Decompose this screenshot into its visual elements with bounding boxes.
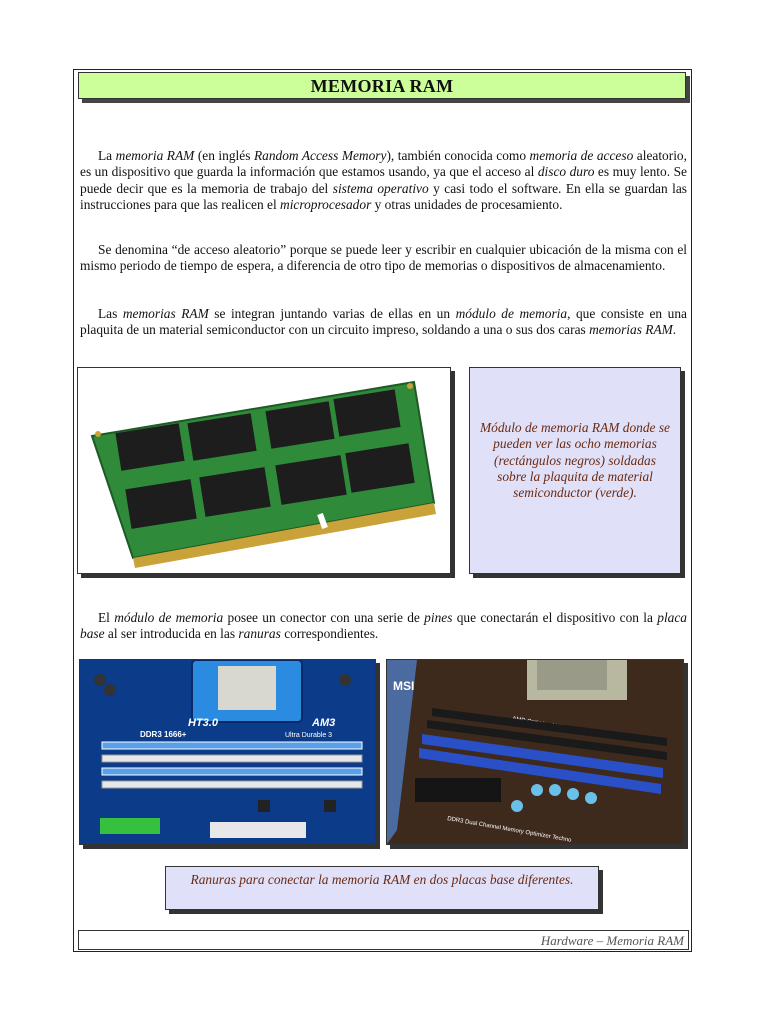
emphasis: sistema operativo [332, 180, 429, 196]
text: y otras unidades de procesamiento. [371, 196, 563, 212]
text: aleatorio, es un dispositivo que guarda la información que estamos usando, ya que el acceso al [80, 148, 687, 180]
page-title: MEMORIA RAM [78, 72, 686, 99]
emphasis: módulo de memoria [114, 610, 224, 625]
brand-label: MSI [393, 679, 415, 693]
emphasis: microprocesador [280, 196, 372, 212]
text: posee un conector con una serie de [223, 610, 425, 625]
motherboard-right-illustration [387, 660, 683, 844]
motherboard-image-left [79, 659, 376, 845]
ram-module-image [77, 367, 451, 574]
emphasis: placa base [80, 610, 687, 642]
ddr-label: DDR3 1666+ [140, 730, 187, 739]
slots-caption: Ranuras para conectar la memoria RAM en dos placas base diferentes. [165, 866, 599, 910]
ht-label: HT3.0 [188, 717, 218, 729]
emphasis: módulo de memoria [455, 306, 568, 321]
ram-module-illustration [78, 368, 450, 573]
emphasis: memoria RAM [115, 148, 195, 163]
motherboard-image-right [386, 659, 684, 845]
emphasis: ranuras [238, 626, 281, 642]
paragraph-memory-module [80, 306, 687, 339]
text: , que consiste en una plaquita de un material semiconductor con un circuito impreso, soldando a una o sus dos caras [80, 306, 687, 338]
emphasis: memoria de acceso [529, 148, 634, 163]
text: Las [98, 306, 123, 321]
text: El [98, 610, 115, 625]
text: se integran juntando varias de ellas en un [208, 306, 456, 321]
emphasis: disco duro [537, 164, 595, 180]
durable-label: Ultra Durable 3 [285, 732, 333, 739]
emphasis: pines [424, 610, 453, 625]
page-footer: Hardware – Memoria RAM [78, 930, 689, 950]
text: al ser introducida en las [104, 626, 239, 642]
emphasis: memorias RAM [589, 322, 673, 338]
socket-label: AM3 [312, 717, 336, 729]
text: La [98, 148, 116, 163]
text: que conectarán el dispositivo con la [452, 610, 658, 625]
paragraph-connector [80, 610, 687, 643]
ddr-channel-label: DDR3 Dual Channel Memory Optimizer Techno [446, 816, 572, 844]
text: Se denomina “de acceso aleatorio” porque se puede leer y escribir en cualquier ubicación de la misma con el mismo periodo de tiempo de espera, a diferencia de otro tipo de memorias o dispositivos de almacenamiento. [80, 242, 687, 274]
ram-module-caption: Módulo de memoria RAM donde se pueden ver las ocho memorias (rectángulos negros) soldadas sobre la plaquita de material semiconductor (verde). [469, 367, 681, 574]
text: correspondientes. [280, 626, 379, 642]
emphasis: memorias RAM [122, 306, 209, 321]
emphasis: Random Access Memory [253, 148, 387, 163]
text: ), también conocida como [386, 148, 530, 163]
text: es muy lento. Se puede decir que es la memoria de trabajo del [80, 164, 687, 196]
text: (en inglés [194, 148, 254, 163]
motherboard-left-illustration [80, 660, 375, 844]
text: y casi todo el software. En ella se guardan las instrucciones para que las realicen el [80, 180, 687, 212]
paragraph-random-access [80, 242, 687, 275]
paragraph-intro [80, 148, 687, 213]
text: . [672, 322, 677, 338]
